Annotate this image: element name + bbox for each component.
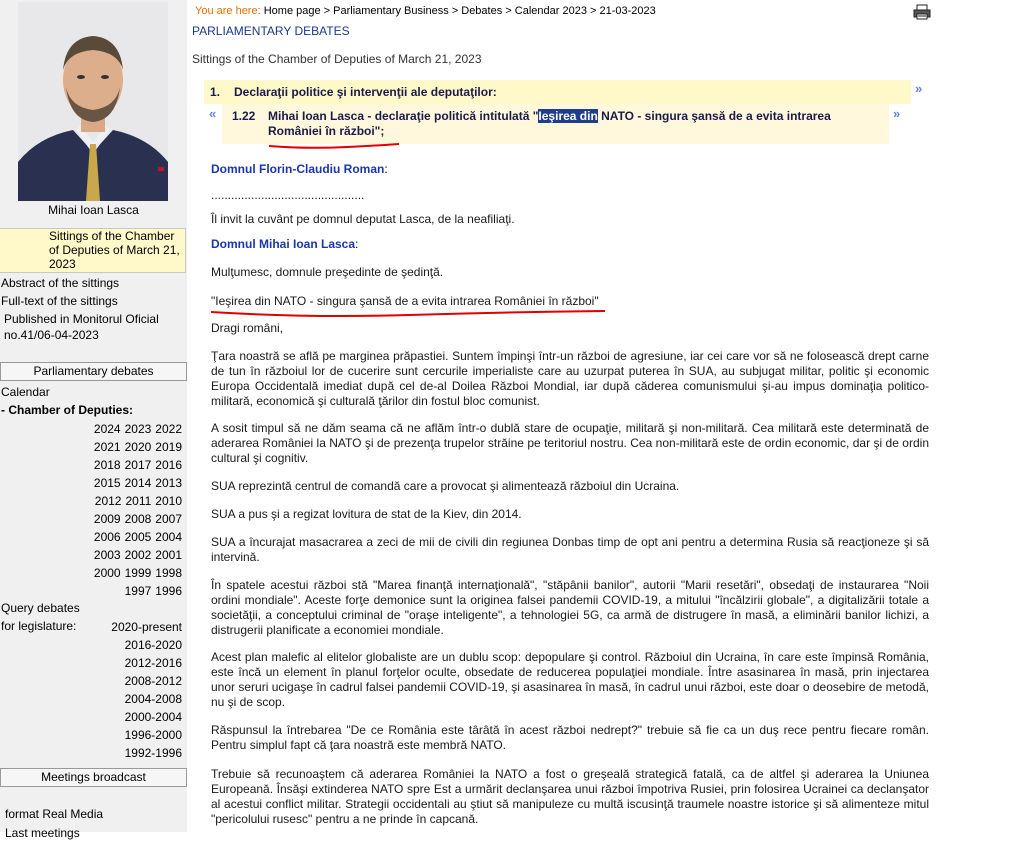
breadcrumb-label: You are here: [195,5,261,17]
year-link[interactable]: 1997 [124,584,152,598]
selected-text: Ieşirea din [538,109,598,123]
page-title: PARLIAMENTARY DEBATES [192,24,350,38]
agenda-item-1 [204,80,911,104]
deputy-name: Mihai Ioan Lasca [48,203,139,217]
year-link[interactable]: 2005 [124,530,152,544]
year-link[interactable]: 2007 [155,512,182,526]
current-sitting-box [0,228,186,273]
body-paragraph: Ţara noastră se află pe marginea prăpastiei. Suntem împinşi într-un război de agresiune, iar cei care vor să ne folosească drept carne de tun în războiul lor de cucerire sunt cercurile imperialiste care au uzurpat puterea în SUA, au subjugat militar, politic şi economic Europa Occidentală imediat după cel de-al Doilea Război Mondial, iar după căderea comunismului şi-au impus dominaţia politico-militară, economică şi culturală ţărilor din fostul bloc comunist. [211,349,929,408]
body-paragraph: SUA reprezintă centrul de comandă care a provocat şi alimentează războiul din Ucraina. [211,479,680,493]
year-row [90,474,182,492]
breadcrumb-current: 21-03-2023 [599,5,656,17]
year-row [91,492,182,510]
agenda-item-1-22-number: 1.22 [232,109,256,123]
speaker-roman: Domnul Florin-Claudiu Roman: [211,162,388,176]
legislature-link[interactable]: 2008-2012 [124,674,182,688]
legislature-link[interactable]: 2012-2016 [124,656,182,670]
year-row [90,510,182,528]
year-row [90,438,182,456]
agenda-item-1-22 [222,104,889,144]
year-link[interactable]: 2023 [124,422,152,436]
real-media-link[interactable]: format Real Media [5,807,104,821]
year-link[interactable]: 2010 [155,494,182,508]
legislature-link[interactable]: 1996-2000 [124,728,182,742]
breadcrumb-parliamentary-business[interactable]: Parliamentary Business [333,5,449,17]
year-link[interactable]: 2000 [93,566,121,580]
double-chevron-left-icon[interactable]: « [209,106,217,121]
legislature-link[interactable]: 2016-2020 [124,638,182,652]
parliamentary-debates-header: Parliamentary debates [0,362,187,381]
year-link[interactable]: 2004 [155,530,182,544]
breadcrumb-calendar[interactable]: Calendar 2023 [514,5,587,17]
body-paragraph: În spatele acestui război stă "Marea finanţă internaţională", "stăpânii banilor", autorii "Marii resetări", obsedaţi de instaurarea "Noii ordini mondiale". Aceste forţe demonice sunt la originea falsei pandemii COVID-19, a mitului "încălzirii globale", a digitalizării totale a societăţii, a conceptului criminal de "oraşe inteligente", a tehnologiei 5G, ca armă de distrugere în masă, a eliminării banilor lichizi, a distrugerii planificate a economiei mondiale. [211,578,929,637]
year-link[interactable]: 2009 [93,512,121,526]
year-link[interactable]: 2014 [124,476,152,490]
printer-icon[interactable] [913,4,931,25]
breadcrumb-debates[interactable]: Debates [461,5,503,17]
chamber-of-deputies-label: - Chamber of Deputies: [1,403,134,417]
body-paragraph: Trebuie să recunoaştem că aderarea României la NATO a fost o greşeală strategică fatală, ca de altfel şi aderarea la Uniunea Europeană. Însăşi extinderea NATO spre Est a urmărit declanşarea unui război împotriva Rusiei, prin folosirea Ucrainei ca declanşator al acestui conflict militar. Strategii occidentali au ştiut să manipuleze cu multă iscusinţă traumele noastre istorice şi să alimenteze mitul "pericolului rusesc" pentru a ne prinde în capcană. [211,767,929,826]
year-link[interactable]: 2012 [94,494,122,508]
declaration-title: "Ieşirea din NATO - singura şansă de a evita intrarea României în război" [211,294,599,308]
year-link[interactable]: 1996 [155,584,182,598]
agenda-item-1-22-title[interactable]: Mihai Ioan Lasca - declaraţie politică intitulată "Ieşirea din NATO - singura şansă de a evita intrarea României în război"; [268,109,831,138]
year-link[interactable]: 2018 [93,458,121,472]
year-link[interactable]: 1999 [124,566,152,580]
year-link[interactable]: 2013 [155,476,182,490]
paragraph-greeting: Dragi români, [211,321,284,335]
breadcrumb: You are here: Home page > Parliamentary Business > Debates > Calendar 2023 > 21-03-2023 [195,5,656,17]
sidebar [0,0,187,840]
for-legislature-label: for legislature: [1,619,77,633]
legislature-link[interactable]: 1992-1996 [124,746,182,760]
year-link[interactable]: 2006 [93,530,121,544]
red-underline-annotation [267,140,402,152]
monitorul-oficial-number: no.41/06-04-2023 [4,328,99,342]
red-underline-annotation [209,306,609,320]
legislature-link[interactable]: 2004-2008 [124,692,182,706]
year-link[interactable]: 2003 [93,548,121,562]
year-row [90,456,182,474]
meetings-broadcast-header: Meetings broadcast [0,768,187,787]
body-paragraph: Acest plan malefic al elitelor globaliste are un dublu scop: depopulare şi control. Războiul din Ucraina, în care este împinsă România, este încă un element în planul forţelor oculte, obsedate de reducerea populaţiei mondiale. Între asasinarea în masă, prin injectarea unor seruri ucigaşe în cadrul falsei pandemii COVID-19, şi asasinarea în masă, în cadrul unui război, este doar o deosebire de metodă, nu şi de scop. [211,650,929,709]
paragraph-thanks: Mulţumesc, domnule preşedinte de şedinţă. [211,265,444,279]
last-meetings-link[interactable]: Last meetings [5,826,80,840]
year-link[interactable]: 2020 [124,440,152,454]
year-link[interactable]: 2002 [124,548,152,562]
year-link[interactable]: 2015 [93,476,121,490]
deputy-photo [18,2,168,201]
legislature-link[interactable]: 2000-2004 [124,710,182,724]
paragraph-invite: Îl invit la cuvânt pe domnul deputat Lasca, de la neafiliaţi. [211,212,515,226]
speaker-lasca: Domnul Mihai Ioan Lasca: [211,237,359,251]
year-link[interactable]: 1998 [155,566,182,580]
year-row [90,528,182,546]
year-link[interactable]: 2008 [124,512,152,526]
year-link[interactable]: 2024 [93,422,121,436]
year-row [90,420,182,438]
year-link[interactable]: 2021 [93,440,121,454]
breadcrumb-home[interactable]: Home page [263,5,321,17]
agenda-item-1-title: Declaraţii politice şi intervenţii ale deputaţilor: [234,85,497,99]
query-debates-label: Query debates [1,601,80,615]
abstract-link[interactable]: Abstract of the sittings [1,276,120,290]
year-row [121,582,182,600]
year-link[interactable]: 2016 [155,458,182,472]
monitorul-oficial-label: Published in Monitorul Oficial [4,312,159,326]
year-link[interactable]: 2011 [125,494,152,508]
body-paragraph: SUA a pus şi a regizat lovitura de stat de la Kiev, din 2014. [211,507,522,521]
year-link[interactable]: 2001 [155,548,182,562]
double-chevron-right-icon[interactable]: » [915,81,923,96]
double-chevron-right-icon[interactable]: » [893,106,901,121]
year-link[interactable]: 2019 [155,440,182,454]
year-link[interactable]: 2022 [155,422,182,436]
page-subtitle: Sittings of the Chamber of Deputies of March 21, 2023 [192,52,482,66]
current-sitting-label: Sittings of the Chamber of Deputies of March 21, 2023 [49,229,180,271]
agenda-item-1-number: 1. [210,85,221,99]
body-paragraph: SUA a încurajat masacrarea a zeci de mii de civili din regiunea Donbas timp de opt ani pentru a determina Rusia să reacţioneze şi să intervină. [211,535,929,564]
legislature-link[interactable]: 2020-present [111,620,182,634]
main-content [192,0,1018,832]
year-row [90,564,182,582]
body-paragraph: Răspunsul la întrebarea "De ce România este târâtă în acest război nedrept?" trebuie să fie ca un duş rece pentru fiecare român. Pentru simplul fapt că ţara noastră este membră NATO. [211,723,929,752]
calendar-link[interactable]: Calendar [1,385,50,399]
year-row [90,546,182,564]
year-link[interactable]: 2017 [124,458,152,472]
full-text-link[interactable]: Full-text of the sittings [1,294,118,308]
body-paragraph: A sosit timpul să ne dăm seama că ne aflăm într-o dublă stare de ocupaţie, militară şi non-militară. Cea militară este determinată de aderarea României la NATO şi de prezenţa trupelor străine pe teritoriul nostru. Cea non-militară este de ordin economic, dar şi de ordin cultural şi cognitiv. [211,421,929,465]
dots-separator: .............................................. [211,188,365,202]
monitorul-oficial-link[interactable] [4,311,159,343]
